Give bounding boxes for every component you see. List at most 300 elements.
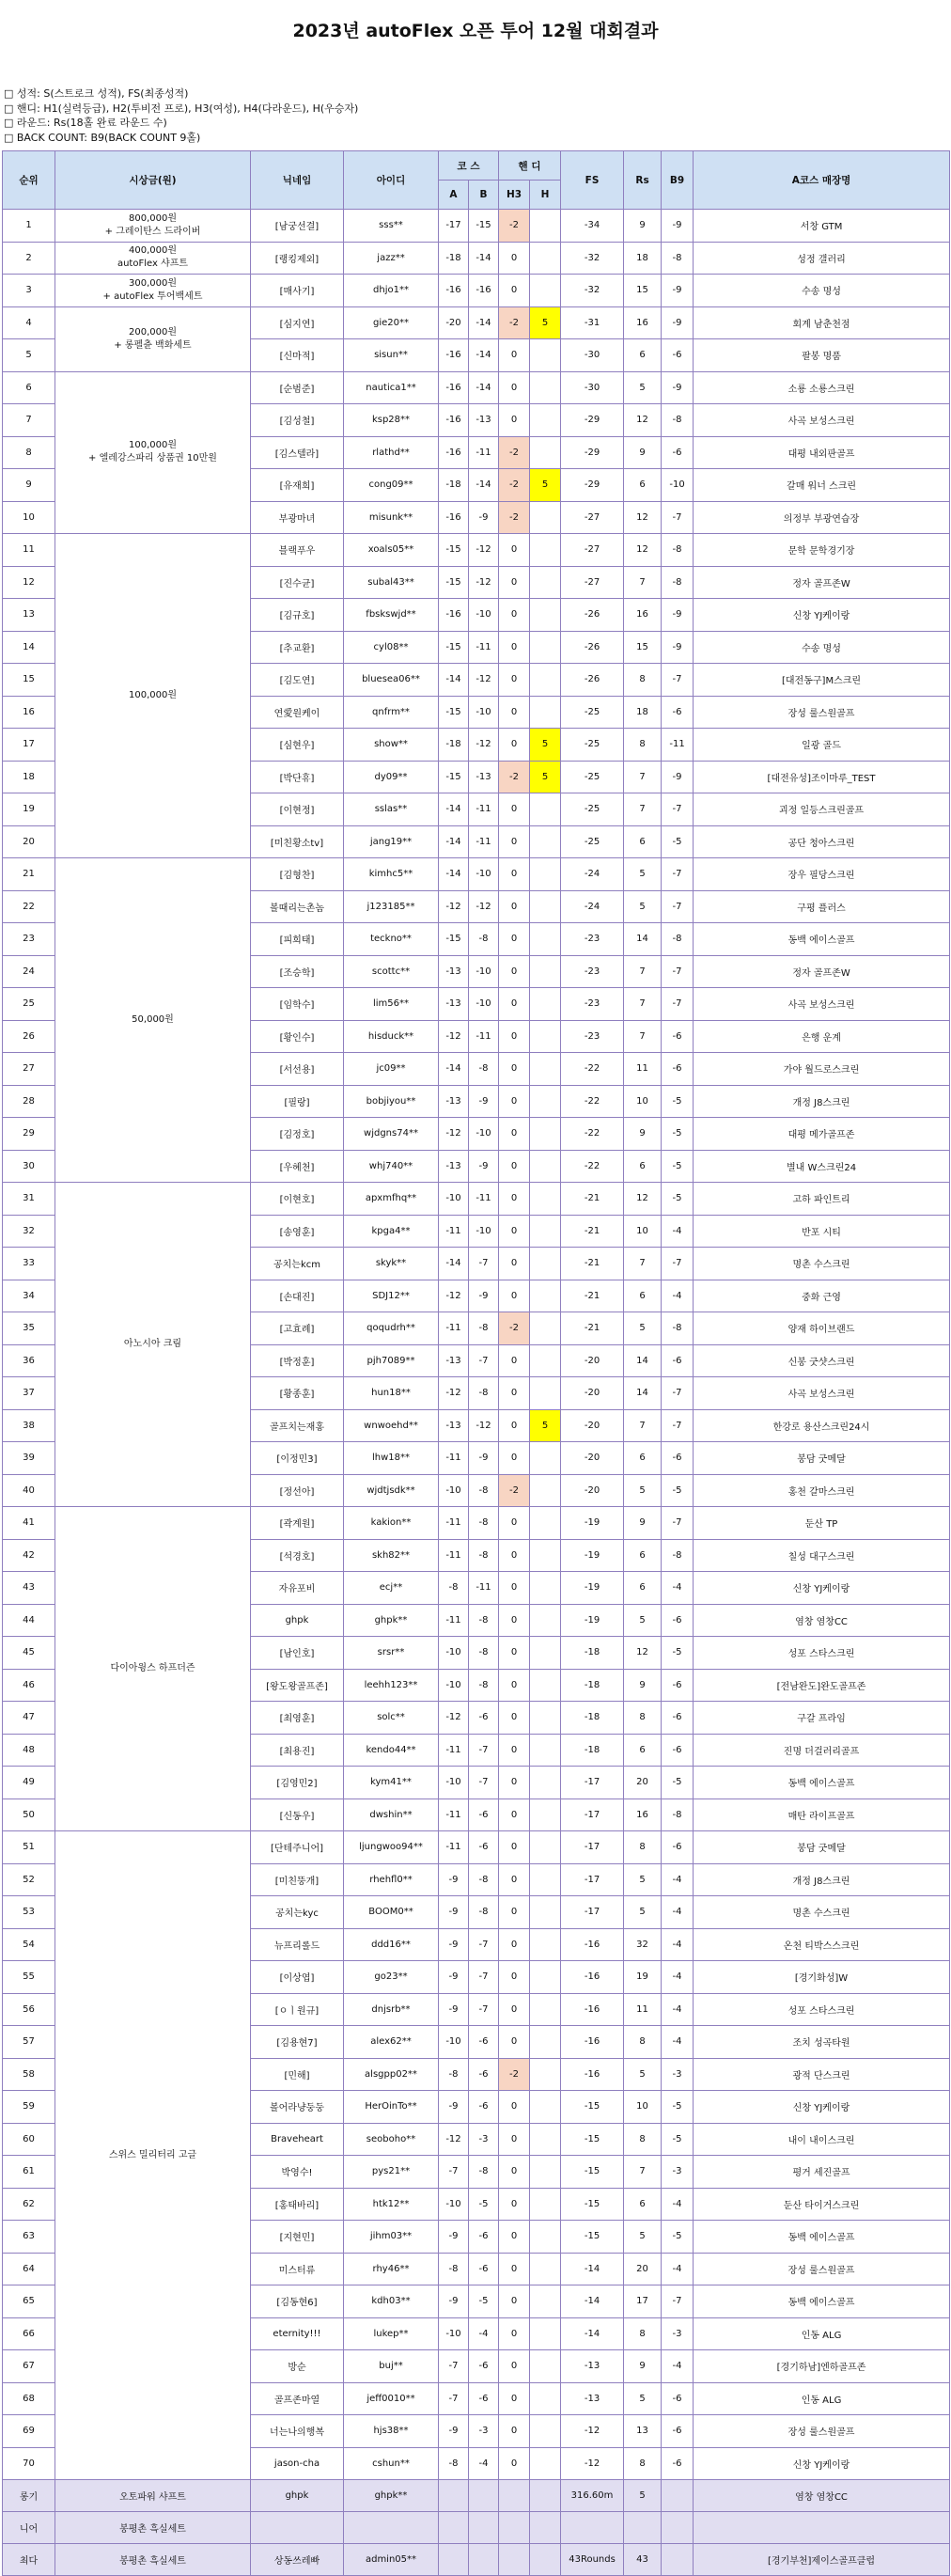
prize-cell: 200,000원 + 롱펠츈 백화세트: [55, 306, 251, 371]
table-row: [3, 242, 950, 275]
rank-cell: 7: [3, 404, 55, 437]
score-b-cell: -8: [469, 1377, 499, 1410]
score-a-cell: -14: [439, 1248, 469, 1280]
rank-cell: 1: [3, 210, 55, 243]
handi-h3-cell: -2: [499, 1474, 530, 1507]
handi-h-cell: [530, 1572, 561, 1605]
award-venue-cell: 염창 염창CC: [694, 2480, 950, 2512]
fs-cell: -29: [561, 436, 624, 469]
b9-cell: -6: [662, 339, 694, 372]
venue-cell: 온천 티박스스크린: [694, 1928, 950, 1961]
nickname-cell: [이정민3]: [251, 1442, 344, 1475]
nickname-cell: [남인호]: [251, 1637, 344, 1670]
nickname-cell: [김영민2]: [251, 1767, 344, 1799]
rank-cell: 62: [3, 2188, 55, 2221]
b9-cell: -9: [662, 275, 694, 307]
b9-cell: -7: [662, 858, 694, 891]
fs-cell: -27: [561, 501, 624, 534]
b9-cell: -9: [662, 761, 694, 793]
id-cell: sslas**: [344, 793, 439, 826]
nickname-cell: eternity!!!: [251, 2317, 344, 2350]
fs-cell: -12: [561, 2415, 624, 2448]
rank-cell: 64: [3, 2253, 55, 2285]
fs-cell: -15: [561, 2156, 624, 2189]
venue-cell: 인동 ALG: [694, 2317, 950, 2350]
nickname-cell: 자유포비: [251, 1572, 344, 1605]
score-b-cell: -7: [469, 1993, 499, 2026]
id-cell: jihm03**: [344, 2221, 439, 2254]
rs-cell: 5: [624, 1474, 662, 1507]
award-value-cell: [561, 2512, 624, 2544]
handi-h3-cell: 0: [499, 988, 530, 1021]
b9-cell: -5: [662, 1637, 694, 1670]
handi-h3-cell: 0: [499, 1344, 530, 1377]
id-cell: pys21**: [344, 2156, 439, 2189]
venue-cell: 소룡 소룡스크린: [694, 371, 950, 404]
rs-cell: 14: [624, 923, 662, 956]
award-type-cell: 니어: [3, 2512, 55, 2544]
b9-cell: -7: [662, 2285, 694, 2318]
id-cell: cong09**: [344, 469, 439, 502]
score-a-cell: -7: [439, 2156, 469, 2189]
score-a-cell: -12: [439, 1280, 469, 1312]
handi-h-cell: [530, 825, 561, 858]
rank-cell: 14: [3, 631, 55, 664]
score-b-cell: -6: [469, 1831, 499, 1864]
handi-h-cell: [530, 501, 561, 534]
venue-cell: 구평 플러스: [694, 890, 950, 923]
score-b-cell: -12: [469, 566, 499, 599]
id-cell: kpga4**: [344, 1215, 439, 1248]
venue-cell: 신창 YJ케이랑: [694, 2091, 950, 2124]
id-cell: pjh7089**: [344, 1344, 439, 1377]
table-row: [3, 210, 950, 243]
nickname-cell: [지현민]: [251, 2221, 344, 2254]
rs-cell: 17: [624, 2285, 662, 2318]
table-row: [3, 275, 950, 307]
award-row: [3, 2512, 950, 2544]
score-b-cell: -11: [469, 436, 499, 469]
award-venue-cell: [경기부천]제이스골프클럽: [694, 2544, 950, 2576]
score-a-cell: -11: [439, 1539, 469, 1572]
id-cell: ddd16**: [344, 1928, 439, 1961]
venue-cell: [전남완도]완도골프존: [694, 1669, 950, 1702]
handi-h-cell: [530, 1604, 561, 1637]
venue-cell: 신창 YJ케이랑: [694, 2447, 950, 2480]
rs-cell: 11: [624, 1053, 662, 1086]
id-cell: rhy46**: [344, 2253, 439, 2285]
prize-cell: 400,000원 autoFlex 샤프트: [55, 242, 251, 275]
venue-cell: 진명 더걸러리골프: [694, 1734, 950, 1767]
handi-h-cell: [530, 858, 561, 891]
award-empty-cell: [499, 2544, 530, 2576]
fs-cell: -32: [561, 242, 624, 275]
handi-h3-cell: -2: [499, 469, 530, 502]
rs-cell: 10: [624, 2091, 662, 2124]
fs-cell: -31: [561, 306, 624, 339]
header-id: 아이디: [344, 151, 439, 210]
handi-h-cell: [530, 955, 561, 988]
handi-h-cell: [530, 1896, 561, 1929]
id-cell: kakion**: [344, 1507, 439, 1540]
score-a-cell: -8: [439, 2253, 469, 2285]
b9-cell: -5: [662, 2091, 694, 2124]
fs-cell: -22: [561, 1085, 624, 1118]
b9-cell: -5: [662, 1474, 694, 1507]
score-b-cell: -14: [469, 371, 499, 404]
score-a-cell: -17: [439, 210, 469, 243]
legend-line: □ 성적: S(스트로크 성적), FS(최종성적): [4, 87, 189, 100]
rs-cell: 20: [624, 2253, 662, 2285]
fs-cell: -26: [561, 599, 624, 632]
b9-cell: -7: [662, 988, 694, 1021]
rs-cell: 6: [624, 1734, 662, 1767]
venue-cell: 양재 하이브랜드: [694, 1312, 950, 1345]
handi-h3-cell: 0: [499, 1150, 530, 1183]
id-cell: alsgpp02**: [344, 2058, 439, 2091]
rank-cell: 50: [3, 1798, 55, 1831]
handi-h3-cell: 0: [499, 1248, 530, 1280]
fs-cell: -20: [561, 1344, 624, 1377]
venue-cell: 대평 메가골프존: [694, 1118, 950, 1151]
rank-cell: 36: [3, 1344, 55, 1377]
score-a-cell: -16: [439, 404, 469, 437]
score-a-cell: -14: [439, 858, 469, 891]
handi-h-cell: [530, 2350, 561, 2383]
score-b-cell: -11: [469, 1183, 499, 1216]
score-a-cell: -11: [439, 1507, 469, 1540]
handi-h-cell: [530, 1248, 561, 1280]
score-a-cell: -10: [439, 1183, 469, 1216]
fs-cell: -20: [561, 1409, 624, 1442]
nickname-cell: [매사기]: [251, 275, 344, 307]
score-b-cell: -10: [469, 988, 499, 1021]
score-b-cell: -7: [469, 1248, 499, 1280]
nickname-cell: [김성철]: [251, 404, 344, 437]
nickname-cell: [최용진]: [251, 1734, 344, 1767]
id-cell: fbskswjd**: [344, 599, 439, 632]
b9-cell: -8: [662, 1539, 694, 1572]
award-value-cell: 43Rounds: [561, 2544, 624, 2576]
score-b-cell: -11: [469, 631, 499, 664]
score-b-cell: -8: [469, 1604, 499, 1637]
id-cell: rhehfl0**: [344, 1863, 439, 1896]
venue-cell: 봉담 굿메달: [694, 1831, 950, 1864]
handi-h3-cell: 0: [499, 1118, 530, 1151]
venue-cell: 신창 YJ케이랑: [694, 599, 950, 632]
id-cell: dnjsrb**: [344, 1993, 439, 2026]
rank-cell: 70: [3, 2447, 55, 2480]
score-a-cell: -15: [439, 631, 469, 664]
award-empty-cell: [662, 2480, 694, 2512]
score-a-cell: -16: [439, 339, 469, 372]
award-nickname-cell: 상동쓰레빠: [251, 2544, 344, 2576]
handi-h-cell: 5: [530, 761, 561, 793]
handi-h3-cell: 0: [499, 2415, 530, 2448]
rank-cell: 9: [3, 469, 55, 502]
rank-cell: 11: [3, 534, 55, 567]
id-cell: seoboho**: [344, 2123, 439, 2156]
handi-h3-cell: 0: [499, 371, 530, 404]
rs-cell: 14: [624, 1344, 662, 1377]
fs-cell: -25: [561, 729, 624, 762]
nickname-cell: [임학수]: [251, 988, 344, 1021]
b9-cell: -5: [662, 1150, 694, 1183]
handi-h3-cell: 0: [499, 1961, 530, 1994]
award-empty-cell: [530, 2512, 561, 2544]
handi-h3-cell: 0: [499, 2091, 530, 2124]
venue-cell: 둔산 TP: [694, 1507, 950, 1540]
id-cell: kendo44**: [344, 1734, 439, 1767]
score-b-cell: -10: [469, 599, 499, 632]
rs-cell: 6: [624, 1280, 662, 1312]
handi-h-cell: [530, 696, 561, 729]
rs-cell: 12: [624, 1637, 662, 1670]
handi-h3-cell: -2: [499, 436, 530, 469]
fs-cell: -14: [561, 2253, 624, 2285]
rank-cell: 39: [3, 1442, 55, 1475]
score-a-cell: -13: [439, 955, 469, 988]
rs-cell: 5: [624, 1604, 662, 1637]
fs-cell: -13: [561, 2382, 624, 2415]
b9-cell: -5: [662, 1767, 694, 1799]
venue-cell: 회계 남춘천점: [694, 306, 950, 339]
score-b-cell: -6: [469, 2058, 499, 2091]
id-cell: skyk**: [344, 1248, 439, 1280]
score-a-cell: -12: [439, 1377, 469, 1410]
handi-h-cell: 5: [530, 729, 561, 762]
b9-cell: -4: [662, 1993, 694, 2026]
venue-cell: 장성 룰스원골프: [694, 2415, 950, 2448]
fs-cell: -21: [561, 1312, 624, 1345]
rank-cell: 35: [3, 1312, 55, 1345]
handi-h-cell: [530, 1961, 561, 1994]
b9-cell: -9: [662, 371, 694, 404]
b9-cell: -7: [662, 501, 694, 534]
score-b-cell: -15: [469, 210, 499, 243]
handi-h3-cell: 0: [499, 1863, 530, 1896]
award-rs-cell: 43: [624, 2544, 662, 2576]
score-a-cell: -18: [439, 729, 469, 762]
handi-h3-cell: 0: [499, 631, 530, 664]
score-a-cell: -13: [439, 988, 469, 1021]
b9-cell: -11: [662, 729, 694, 762]
handi-h-cell: [530, 1118, 561, 1151]
handi-h3-cell: 0: [499, 2026, 530, 2059]
venue-cell: [대전동구]M스크린: [694, 664, 950, 697]
score-a-cell: -13: [439, 1150, 469, 1183]
nickname-cell: [유재희]: [251, 469, 344, 502]
b9-cell: -6: [662, 1669, 694, 1702]
score-a-cell: -16: [439, 436, 469, 469]
handi-h3-cell: -2: [499, 2058, 530, 2091]
venue-cell: 가야 월드로스크린: [694, 1053, 950, 1086]
rs-cell: 7: [624, 1409, 662, 1442]
id-cell: qoqudrh**: [344, 1312, 439, 1345]
fs-cell: -16: [561, 2058, 624, 2091]
rs-cell: 6: [624, 1442, 662, 1475]
score-a-cell: -14: [439, 664, 469, 697]
venue-cell: 일광 골드: [694, 729, 950, 762]
id-cell: bluesea06**: [344, 664, 439, 697]
id-cell: skh82**: [344, 1539, 439, 1572]
b9-cell: -6: [662, 1053, 694, 1086]
rs-cell: 5: [624, 2058, 662, 2091]
rank-cell: 52: [3, 1863, 55, 1896]
handi-h3-cell: 0: [499, 2317, 530, 2350]
id-cell: kym41**: [344, 1767, 439, 1799]
rank-cell: 31: [3, 1183, 55, 1216]
nickname-cell: 공치는kyc: [251, 1896, 344, 1929]
score-b-cell: -6: [469, 2382, 499, 2415]
award-id-cell: [344, 2512, 439, 2544]
id-cell: sss**: [344, 210, 439, 243]
id-cell: jeff0010**: [344, 2382, 439, 2415]
rank-cell: 30: [3, 1150, 55, 1183]
id-cell: qnfrm**: [344, 696, 439, 729]
score-a-cell: -9: [439, 2415, 469, 2448]
id-cell: solc**: [344, 1702, 439, 1735]
score-b-cell: -13: [469, 761, 499, 793]
rank-cell: 56: [3, 1993, 55, 2026]
id-cell: hun18**: [344, 1377, 439, 1410]
fs-cell: -24: [561, 858, 624, 891]
rank-cell: 45: [3, 1637, 55, 1670]
handi-h3-cell: 0: [499, 2188, 530, 2221]
id-cell: kimhc5**: [344, 858, 439, 891]
award-prize-cell: 오토파워 샤프트: [55, 2480, 251, 2512]
b9-cell: -4: [662, 1961, 694, 1994]
handi-h-cell: [530, 1928, 561, 1961]
nickname-cell: [왕도왕골프존]: [251, 1669, 344, 1702]
handi-h-cell: [530, 2285, 561, 2318]
handi-h3-cell: 0: [499, 1831, 530, 1864]
b9-cell: -7: [662, 1377, 694, 1410]
venue-cell: 사곡 보성스크린: [694, 988, 950, 1021]
score-a-cell: -12: [439, 2123, 469, 2156]
handi-h-cell: [530, 339, 561, 372]
b9-cell: -6: [662, 1734, 694, 1767]
b9-cell: -3: [662, 2058, 694, 2091]
rs-cell: 5: [624, 1896, 662, 1929]
venue-cell: 대평 내외판골프: [694, 436, 950, 469]
id-cell: dy09**: [344, 761, 439, 793]
fs-cell: -25: [561, 825, 624, 858]
nickname-cell: [김규호]: [251, 599, 344, 632]
header-b: B: [469, 181, 499, 210]
venue-cell: 신창 YJ케이랑: [694, 1572, 950, 1605]
handi-h-cell: [530, 1993, 561, 2026]
fs-cell: -27: [561, 534, 624, 567]
rank-cell: 44: [3, 1604, 55, 1637]
id-cell: ecj**: [344, 1572, 439, 1605]
score-b-cell: -10: [469, 1118, 499, 1151]
table-row: [3, 371, 950, 404]
venue-cell: 한강로 용산스크린24시: [694, 1409, 950, 1442]
award-empty-cell: [469, 2480, 499, 2512]
score-a-cell: -16: [439, 599, 469, 632]
nickname-cell: [정선아]: [251, 1474, 344, 1507]
score-a-cell: -10: [439, 1637, 469, 1670]
rank-cell: 40: [3, 1474, 55, 1507]
handi-h3-cell: 0: [499, 2382, 530, 2415]
b9-cell: -7: [662, 1507, 694, 1540]
nickname-cell: [신마적]: [251, 339, 344, 372]
handi-h-cell: [530, 1344, 561, 1377]
rs-cell: 10: [624, 1085, 662, 1118]
rs-cell: 16: [624, 1798, 662, 1831]
rs-cell: 6: [624, 339, 662, 372]
id-cell: srsr**: [344, 1637, 439, 1670]
rank-cell: 15: [3, 664, 55, 697]
rs-cell: 6: [624, 1572, 662, 1605]
score-a-cell: -9: [439, 2091, 469, 2124]
handi-h-cell: [530, 599, 561, 632]
venue-cell: [경기화성]W: [694, 1961, 950, 1994]
rank-cell: 65: [3, 2285, 55, 2318]
handi-h-cell: [530, 2415, 561, 2448]
nickname-cell: jason-cha: [251, 2447, 344, 2480]
b9-cell: -6: [662, 696, 694, 729]
venue-cell: 개정 J8스크린: [694, 1863, 950, 1896]
handi-h-cell: [530, 923, 561, 956]
venue-cell: 반포 시티: [694, 1215, 950, 1248]
nickname-cell: [미친뚱개]: [251, 1863, 344, 1896]
prize-cell: 50,000원: [55, 858, 251, 1183]
award-id-cell: admin05**: [344, 2544, 439, 2576]
b9-cell: -7: [662, 793, 694, 826]
handi-h3-cell: 0: [499, 275, 530, 307]
rank-cell: 29: [3, 1118, 55, 1151]
venue-cell: 은행 운계: [694, 1020, 950, 1053]
handi-h-cell: [530, 2188, 561, 2221]
rs-cell: 8: [624, 2026, 662, 2059]
b9-cell: -6: [662, 2382, 694, 2415]
rank-cell: 24: [3, 955, 55, 988]
rs-cell: 8: [624, 2123, 662, 2156]
fs-cell: -25: [561, 793, 624, 826]
score-a-cell: -10: [439, 2026, 469, 2059]
handi-h-cell: [530, 2221, 561, 2254]
nickname-cell: [김도연]: [251, 664, 344, 697]
venue-cell: 성정 갤러리: [694, 242, 950, 275]
venue-cell: 정자 골프존W: [694, 566, 950, 599]
score-b-cell: -7: [469, 1928, 499, 1961]
rank-cell: 54: [3, 1928, 55, 1961]
rank-cell: 43: [3, 1572, 55, 1605]
b9-cell: -7: [662, 1409, 694, 1442]
handi-h-cell: [530, 1377, 561, 1410]
venue-cell: 수송 명성: [694, 275, 950, 307]
id-cell: SDJ12**: [344, 1280, 439, 1312]
header-h: H: [530, 181, 561, 210]
rank-cell: 42: [3, 1539, 55, 1572]
score-b-cell: -9: [469, 1085, 499, 1118]
id-cell: xoals05**: [344, 534, 439, 567]
nickname-cell: 연愛원케이: [251, 696, 344, 729]
score-b-cell: -11: [469, 793, 499, 826]
handi-h-cell: [530, 1863, 561, 1896]
award-empty-cell: [439, 2512, 469, 2544]
handi-h-cell: [530, 1507, 561, 1540]
score-a-cell: -11: [439, 1734, 469, 1767]
fs-cell: -25: [561, 761, 624, 793]
rank-cell: 53: [3, 1896, 55, 1929]
rs-cell: 9: [624, 1507, 662, 1540]
venue-cell: 동백 에이스골프: [694, 2221, 950, 2254]
handi-h3-cell: 0: [499, 242, 530, 275]
b9-cell: -8: [662, 566, 694, 599]
